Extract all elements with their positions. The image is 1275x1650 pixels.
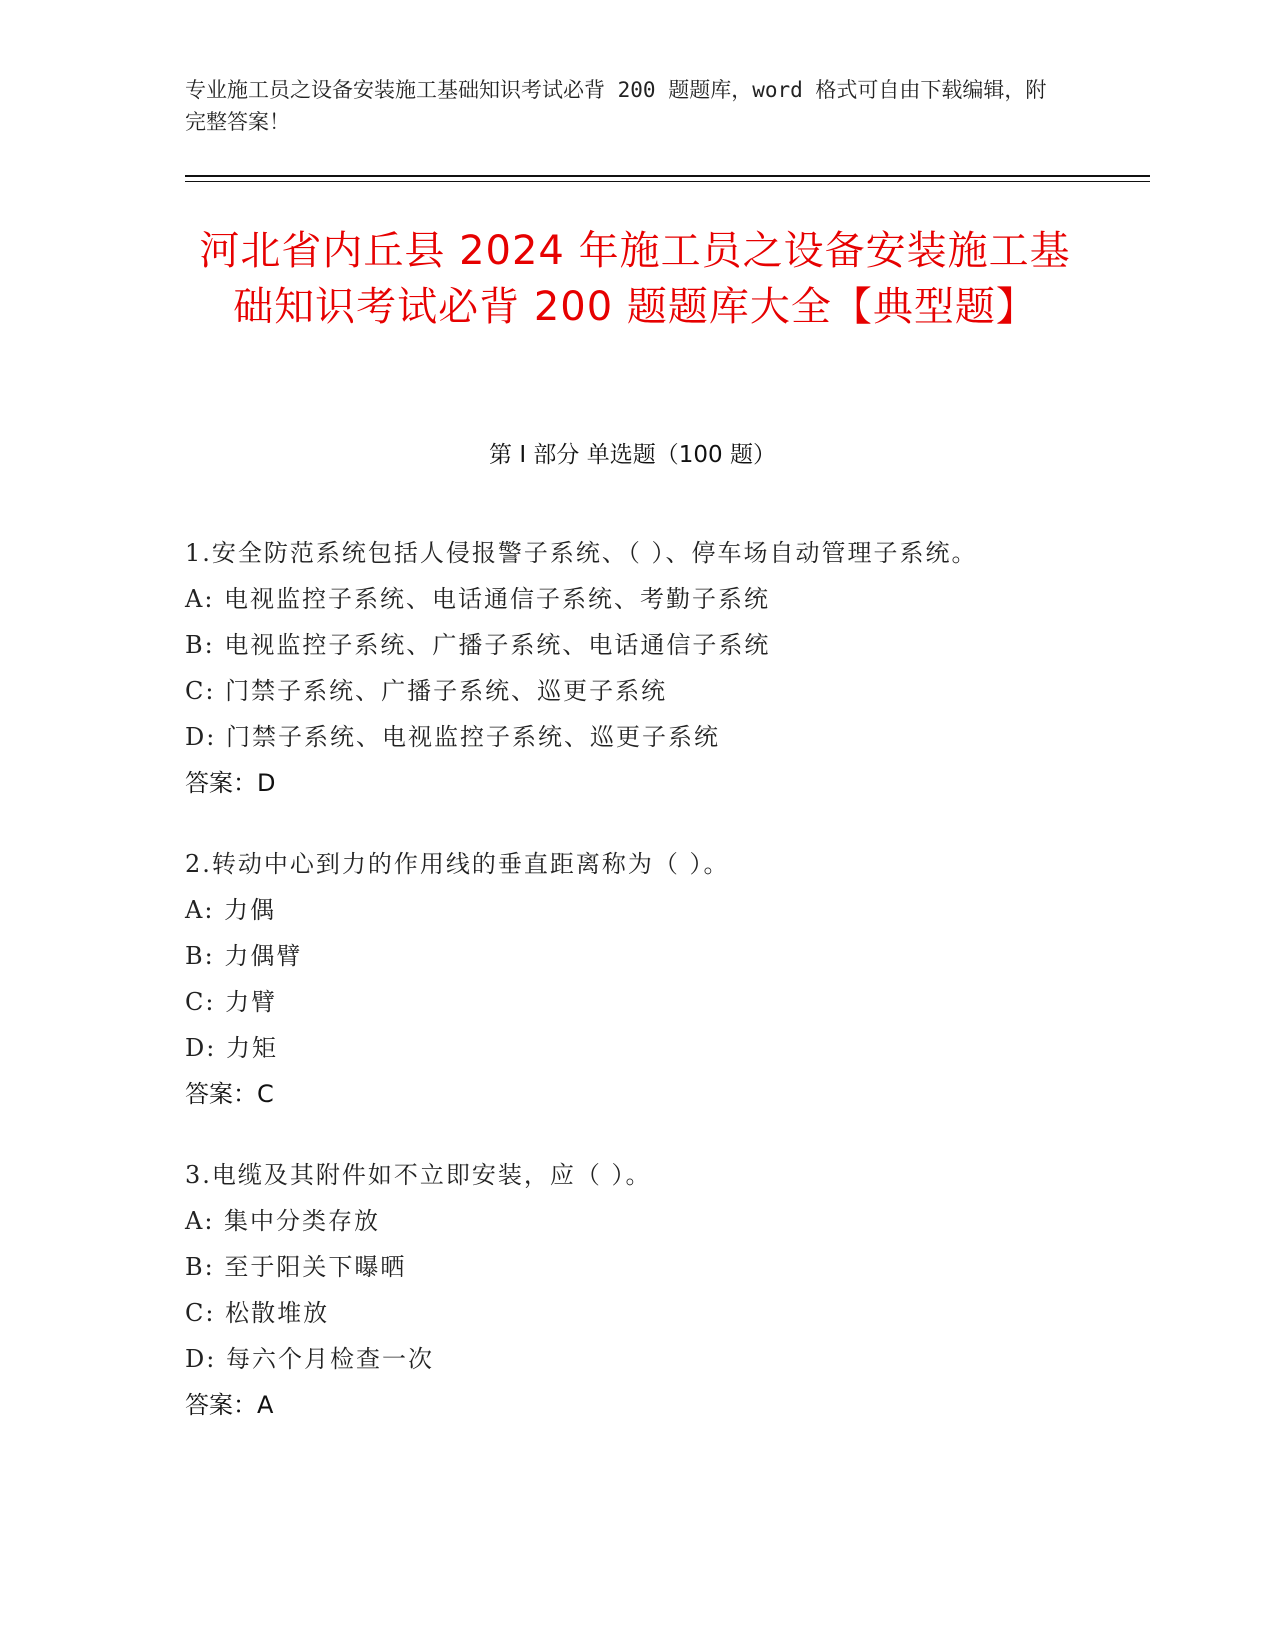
question-3 [185, 1152, 1085, 1428]
question-text: 2.转动中心到力的作用线的垂直距离称为（ ）。 [185, 850, 730, 878]
option-b: B: 电视监控子系统、广播子系统、电话通信子系统 [185, 631, 771, 659]
section-title: 第 I 部分 单选题（100 题） [489, 442, 776, 468]
answer: 答案：D [185, 769, 276, 797]
question-text: 3.电缆及其附件如不立即安装，应（ ）。 [185, 1161, 652, 1189]
option-c: C: 力臂 [185, 988, 278, 1016]
option-b: B: 力偶臂 [185, 942, 303, 970]
question-2 [185, 841, 1085, 1117]
header-rule-thin [185, 181, 1150, 182]
option-c: C: 门禁子系统、广播子系统、巡更子系统 [185, 677, 668, 705]
document-title: 河北省内丘县 2024 年施工员之设备安装施工基础知识考试必背 200 题题库大全【典型题】 [199, 228, 1071, 330]
option-a: A: 电视监控子系统、电话通信子系统、考勤子系统 [185, 585, 771, 613]
option-b: B: 至于阳关下曝晒 [185, 1253, 407, 1281]
header-rule-thick [185, 175, 1150, 177]
question-text: 1.安全防范系统包括人侵报警子系统、（ ）、停车场自动管理子系统。 [185, 539, 978, 567]
question-1 [185, 530, 1085, 806]
option-d: D: 门禁子系统、电视监控子系统、巡更子系统 [185, 723, 720, 751]
header-note: 专业施工员之设备安装施工基础知识考试必背 200 题题库，word 格式可自由下载编辑，附完整答案！ [185, 78, 1047, 134]
option-d: D: 力矩 [185, 1034, 278, 1062]
answer: 答案：C [185, 1080, 274, 1108]
question-list [185, 530, 1085, 1463]
option-a: A: 力偶 [185, 896, 277, 924]
option-a: A: 集中分类存放 [185, 1207, 381, 1235]
option-c: C: 松散堆放 [185, 1299, 330, 1327]
option-d: D: 每六个月检查一次 [185, 1345, 434, 1373]
answer: 答案：A [185, 1391, 274, 1419]
